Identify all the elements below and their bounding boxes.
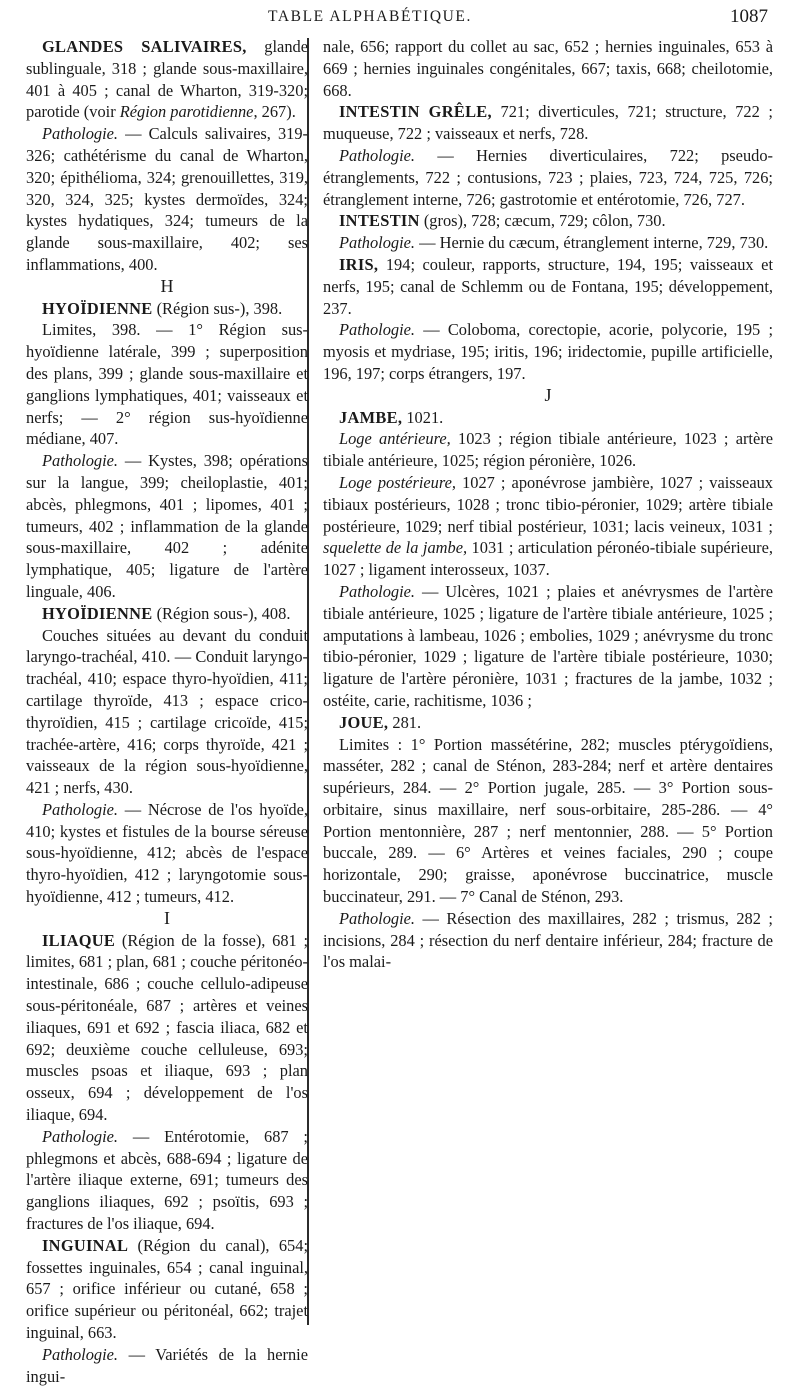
pathologie-text: — Coloboma, corectopie, acorie, polycorie, 195 ; myosis et mydriase, 195; iritis, 196; iridectomie, pupille artificielle, 196, 197; corps étrangers, 197.	[323, 320, 773, 383]
loge-anterieure-label: Loge antérieure,	[339, 429, 451, 449]
entry-text: 721; diverticules, 721; structure, 722 ; muqueuse, 722 ; vaisseaux et nerfs, 728.	[323, 102, 773, 144]
loge-anterieure-paragraph	[323, 428, 773, 472]
right-column	[323, 36, 773, 973]
pathologie-paragraph	[323, 232, 773, 254]
inguinal-continuation: nale, 656; rapport du collet au sac, 652 ; hernies inguinales, 653 à 669 ; hernies inguinales congénitales, 667; taxis, 668; cheilotomie, 668.	[323, 37, 773, 100]
limites-paragraph: Limites, 398. — 1° Région sus-hyoïdienne latérale, 399 ; superposition des plans, 399 ; glande sous-maxillaire et ganglions lymphatiques, 401; vaisseaux et nerfs; — 2° région sus-hyoïdienne médiane, 407.	[26, 320, 308, 449]
pathologie-text: — Ulcères, 1021 ; plaies et anévrysmes de l'artère tibiale antérieure, 1025 ; ligature de l'artère tibiale antérieure, 1025 ; amputations à lambeau, 1026 ; embolies, 1029 ; anévrysme du tronc tibio-péronier, 1029 ; ligature de l'artère tibiale postérieure, 1030; ligature de l'artère péronière, 1031 ; fractures de la jambe, 1032 ; ostéite, carie, rachitisme, 1036 ;	[323, 581, 773, 710]
pathologie-label: Pathologie.	[339, 145, 416, 165]
entry-text: (gros), 728; cæcum, 729; côlon, 730.	[419, 211, 666, 231]
page-number: 1087	[730, 6, 768, 27]
entry-keyword: JAMBE,	[339, 407, 403, 427]
pathologie-text: — Résection des maxillaires, 282 ; trismus, 282 ; incisions, 284 ; résection du nerf dentaire inférieur, 284; fracture de l'os malai-	[323, 908, 773, 972]
pathologie-text: — Hernie du cæcum, étranglement interne, 729, 730.	[415, 233, 769, 253]
left-column	[26, 36, 308, 1387]
entry-heading	[323, 712, 773, 734]
pathologie-text: — Kystes, 398; opérations sur la langue, 399; cheiloplastie, 401; abcès, phlegmons, 401 ; lipomes, 401 ; tumeurs, 402 ; inflammation de la glande sous-maxillaire, 402 ; adénite lymphatique, 405; ligature de l'artère linguale, 406.	[26, 451, 308, 601]
entry-jambe	[323, 407, 773, 712]
entry-title: (Région sus-), 398.	[152, 298, 283, 318]
entry-heading	[26, 36, 308, 123]
pathologie-label: Pathologie.	[42, 1126, 119, 1146]
entry-intestin-gros	[323, 210, 773, 254]
entry-iliaque	[26, 930, 308, 1235]
entry-text-end: , 267).	[253, 102, 296, 122]
pathologie-text: — Hernies diverticulaires, 722; pseudo-étranglements, 722 ; contusions, 723 ; plaies, 723, 724, 725, 726; étranglement interne, 726; gastrotomie et entérotomie, 726, 727.	[323, 145, 773, 209]
running-title: TABLE ALPHABÉTIQUE.	[268, 8, 472, 25]
pathologie-text: — Nécrose de l'os hyoïde, 410; kystes et fistules de la bourse séreuse sous-hyoïdienne, 412; abcès de l'espace thyro-hyoïdien, 412 ; laryngotomie sous-hyoïdienne, 412 ; tumeurs, 412.	[26, 799, 308, 907]
entry-hyoidienne-sous	[26, 603, 308, 908]
entry-keyword: HYOÏDIENNE	[42, 298, 153, 318]
entry-joue	[323, 712, 773, 974]
entry-heading	[323, 407, 773, 429]
letter-heading-j: J	[544, 384, 552, 405]
pathologie-text: — Variétés de la hernie ingui-	[26, 1344, 308, 1386]
pathologie-paragraph	[26, 799, 308, 908]
pathologie-label: Pathologie.	[42, 1344, 119, 1364]
loge-posterieure-label: Loge postérieure,	[339, 472, 456, 492]
entry-keyword: HYOÏDIENNE	[42, 603, 153, 623]
entry-intestin-grele	[323, 101, 773, 210]
pathologie-text: — Calculs salivaires, 319-326; cathétérisme du canal de Wharton, 320; épithélioma, 324; grenouillettes, 319, 320, 324, 325; kystes dermoïdes, 324; kystes hydatiques, 324; tumeurs de la glande sous-maxillaire, 402; ses inflammations, 400.	[26, 124, 308, 274]
pathologie-label: Pathologie.	[339, 233, 416, 253]
letter-heading-i: I	[164, 907, 170, 928]
entry-hyoidienne-sus	[26, 298, 308, 603]
entry-iris	[323, 254, 773, 385]
pathologie-label: Pathologie.	[339, 908, 416, 928]
loge-posterieure-text: 1027 ; aponévrose jambière, 1027 ; vaisseaux tibiaux postérieurs, 1028 ; tronc tibio-péronier, 1029; artère tibiale postérieure, 1029; nerf tibial postérieur, 1031; lacis veineux, 1031 ;	[323, 472, 773, 536]
entry-inguinal	[26, 1235, 308, 1387]
entry-text: (Région du canal), 654; fossettes inguinales, 654 ; canal inguinal, 657 ; orifice inférieur ou cutané, 658 ; orifice supérieur ou péritonéal, 662; trajet inguinal, 663.	[26, 1235, 308, 1343]
entry-heading	[26, 1235, 308, 1344]
page-header	[0, 8, 800, 36]
pathologie-paragraph	[26, 1126, 308, 1235]
entry-text: 1021.	[402, 407, 444, 427]
entry-keyword: GLANDES SALIVAIRES,	[42, 37, 247, 56]
pathologie-paragraph	[323, 145, 773, 210]
pathologie-label: Pathologie.	[42, 124, 119, 144]
entry-keyword: INTESTIN GRÊLE,	[339, 102, 492, 122]
entry-text: 194; couleur, rapports, structure, 194, 195; vaisseaux et nerfs, 195; canal de Schlemm ou de Fontana, 195; développement, 237.	[323, 254, 773, 318]
entry-text: (Région de la fosse), 681 ; limites, 681 ; plan, 681 ; couche péritonéo-intestinale, 686 ; couche cellulo-adipeuse sous-péritonéale, 687 ; artères et veines iliaques, 691 et 692 ; fascia iliaca, 682 et 692; deuxième couche celluleuse, 693; muscles psoas et iliaque, 693 ; plan osseux, 694 ; développement de l'os iliaque, 694.	[26, 930, 308, 1125]
pathologie-label: Pathologie.	[42, 799, 119, 819]
entry-title: (Région sous-), 408.	[152, 603, 291, 623]
pathologie-paragraph	[323, 908, 773, 973]
entry-keyword: IRIS,	[339, 254, 379, 274]
pathologie-paragraph	[26, 1344, 308, 1387]
pathologie-paragraph	[26, 450, 308, 603]
pathologie-paragraph	[323, 319, 773, 384]
pathologie-label: Pathologie.	[339, 320, 416, 340]
pathologie-label: Pathologie.	[42, 451, 119, 471]
entry-text: 281.	[388, 712, 422, 732]
entry-heading	[323, 254, 773, 319]
loge-posterieure-paragraph	[323, 472, 773, 581]
squelette-text: 1031 ; articulation péronéo-tibiale supérieure, 1027 ; ligament interosseux, 1037.	[323, 538, 774, 580]
entry-keyword: ILIAQUE	[42, 930, 116, 950]
entry-heading	[323, 101, 773, 145]
cross-reference: Région parotidienne	[119, 102, 254, 122]
pathologie-label: Pathologie.	[339, 581, 416, 601]
squelette-label: squelette de la jambe,	[323, 538, 468, 558]
entry-heading	[26, 603, 308, 625]
limites-paragraph: Limites : 1° Portion massétérine, 282; muscles ptérygoïdiens, masséter, 282 ; canal de Sténon, 283-284; nerf et artère dentaires supérieurs, 284. — 2° Portion jugale, 285. — 3° Portion sous-orbitaire, sinus maxillaire, nerf sous-orbitaire, 285-286. — 4° Portion mentonnière, 287 ; nerf mentonnier, 288. — 5° Portion buccale, 289. — 6° Artères et veines faciales, 290 ; coupe horizontale, 290; graisse, aponévrose buccinatrice, muscle buccinateur, 291. — 7° Canal de Sténon, 293.	[323, 734, 773, 907]
loge-anterieure-text: 1023 ; région tibiale antérieure, 1023 ; artère tibiale antérieure, 1025; région péronière, 1026.	[323, 429, 773, 471]
entry-heading	[26, 930, 308, 1126]
couches-paragraph: Couches situées au devant du conduit laryngo-trachéal, 410. — Conduit laryngo-trachéal, 410; espace thyro-hyoïdien, 411; cartilage thyroïde, 413 ; espace crico-thyroïdien, 415 ; cartilage cricoïde, 415; trachée-artère, 416; corps thyroïde, 421 ; vaisseaux de la région sous-hyoïdienne, 421 ; nerfs, 430.	[26, 625, 308, 798]
entry-heading	[323, 210, 773, 232]
entry-text: glande sublinguale, 318 ; glande sous-maxillaire, 401 à 405 ; canal de Wharton, 319-320; parotide (voir	[26, 37, 308, 122]
entry-keyword: JOUE,	[339, 712, 389, 732]
pathologie-paragraph	[323, 581, 773, 712]
entry-keyword: INGUINAL	[42, 1235, 129, 1255]
pathologie-paragraph	[26, 123, 308, 276]
pathologie-text: — Entérotomie, 687 ; phlegmons et abcès, 688-694 ; ligature de l'artère iliaque externe, 691; tumeurs des ganglions iliaques, 692 ; psoïtis, 693 ; fractures de l'os iliaque, 694.	[26, 1126, 308, 1234]
entry-keyword: INTESTIN	[339, 211, 420, 231]
entry-glandes-salivaires	[26, 36, 308, 276]
letter-heading-h: H	[160, 275, 174, 296]
entry-heading	[26, 298, 308, 320]
